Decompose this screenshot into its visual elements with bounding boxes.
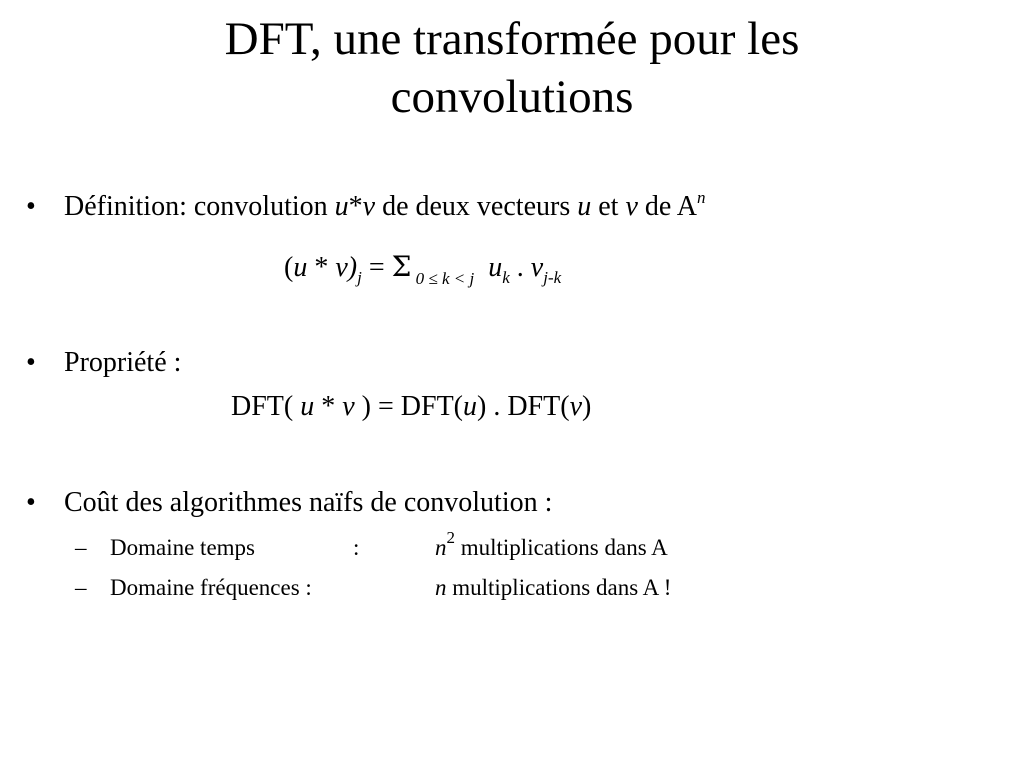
frequency-domain-label: Domaine fréquences : [110, 575, 312, 600]
var-u: u [577, 191, 592, 222]
title-line-2: convolutions [390, 71, 634, 123]
formula-u: u [293, 252, 308, 283]
definition-of: de A [637, 191, 697, 222]
bullet-definition [26, 190, 705, 224]
exponent-n: n [696, 188, 706, 207]
bullet-marker: • [26, 487, 36, 518]
property-u2: u [463, 391, 478, 422]
time-domain-label: Domaine temps [110, 535, 255, 560]
var-v: v [362, 191, 376, 222]
freq-n: n [435, 575, 447, 600]
property-close: ) [582, 391, 592, 422]
sub-bullet-time-domain [75, 528, 668, 563]
dash-marker: – [75, 575, 87, 600]
var-u: u [334, 191, 349, 222]
sigma-symbol: Σ [391, 250, 412, 283]
definition-prefix: Définition: convolution [64, 191, 335, 222]
formula-v: v) [335, 252, 358, 283]
time-domain-cost [435, 528, 668, 563]
property-v: v [342, 391, 355, 422]
bullet-cost [26, 486, 552, 520]
slide-title [0, 10, 1024, 126]
dash-marker: – [75, 535, 87, 560]
formula-u-k: u [488, 252, 503, 283]
definition-middle: de deux vecteurs [375, 191, 578, 222]
property-dft-open: DFT( [231, 391, 301, 422]
sum-range: 0 ≤ k < j [411, 269, 475, 288]
formula-sub-jk: j-k [543, 268, 562, 287]
formula-dot: . [509, 252, 531, 283]
property-rhs1: ) = DFT( [354, 391, 464, 422]
bullet-property [26, 346, 181, 380]
definition-and: et [591, 191, 626, 222]
freq-text: multiplications dans A ! [446, 575, 672, 600]
property-formula [231, 390, 591, 424]
bullet-marker: • [26, 191, 36, 222]
frequency-domain-cost [435, 573, 671, 603]
property-label: Propriété : [64, 347, 182, 378]
property-rhs2: ) . DFT( [477, 391, 570, 422]
formula-v-jk: v [530, 252, 544, 283]
formula-eq: = [361, 252, 392, 283]
formula-sub-k: k [502, 268, 510, 287]
time-exponent: 2 [446, 528, 455, 547]
property-star: * [314, 391, 343, 422]
formula-star: * [307, 252, 336, 283]
time-n: n [435, 535, 447, 560]
bullet-marker: • [26, 347, 36, 378]
property-v2: v [569, 391, 582, 422]
time-domain-colon: : [353, 535, 360, 560]
time-text: multiplications dans A [455, 535, 668, 560]
sub-bullet-frequency-domain [75, 573, 672, 603]
var-v: v [625, 191, 638, 222]
star-operator: * [348, 191, 363, 222]
cost-label: Coût des algorithmes naïfs de convolution : [64, 487, 553, 518]
title-line-1: DFT, une transformée pour les [224, 13, 800, 65]
formula-sub-j: j [357, 268, 362, 287]
formula-open: ( [284, 252, 294, 283]
property-u: u [300, 391, 315, 422]
convolution-formula [284, 250, 562, 288]
